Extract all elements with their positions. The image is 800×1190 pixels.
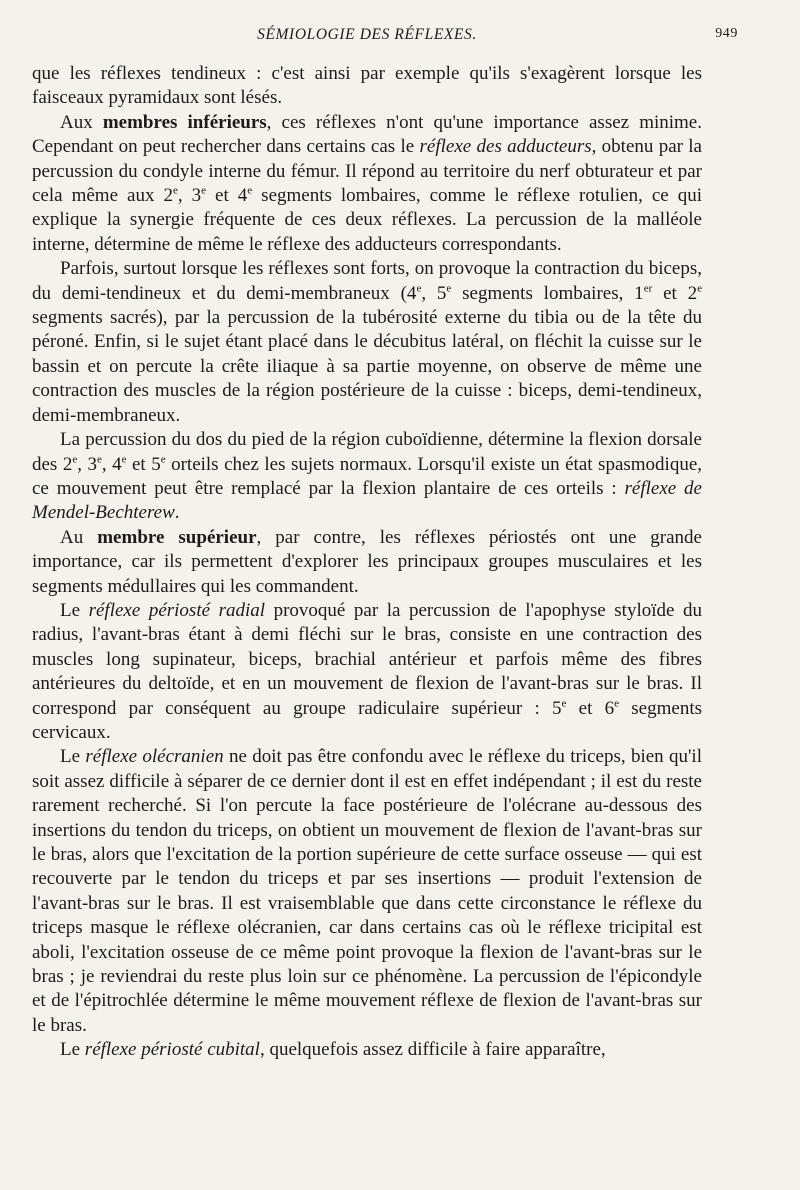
text: .: [174, 502, 180, 524]
paragraph-5: [32, 526, 702, 599]
superscript: e: [160, 453, 166, 466]
superscript: e: [96, 453, 102, 466]
text: Le: [60, 746, 86, 768]
italic-term: réflexe des adducteurs: [419, 136, 592, 158]
text: et 5: [126, 453, 161, 475]
superscript: e: [247, 184, 253, 197]
italic-term: réflexe de Mendel-Bechterew: [32, 477, 702, 524]
text: , 4: [101, 453, 122, 475]
text: Le: [60, 599, 89, 621]
bold-term: membre supérieur: [97, 526, 257, 548]
text: segments cervicaux.: [32, 697, 702, 743]
page-number: 949: [715, 26, 738, 41]
superscript: e: [416, 282, 422, 295]
text: et 2: [652, 282, 698, 304]
text: , 3: [177, 185, 202, 207]
paragraph-4: [32, 428, 702, 526]
page-body: [32, 62, 702, 1063]
text: , 5: [421, 282, 447, 304]
superscript: e: [446, 282, 452, 295]
text: Le: [60, 1039, 85, 1061]
text: , ces réflexes n'ont qu'une importance assez minime. Cependant on peut rechercher dans certains cas le: [32, 111, 702, 158]
superscript: e: [614, 697, 620, 710]
paragraph-1: [32, 62, 702, 111]
page-header: [32, 24, 738, 50]
text: La percussion du dos du pied de la région cuboïdienne, détermine la flexion dorsale des 2: [32, 429, 702, 475]
text: , par contre, les réflexes périostés ont une grande importance, car ils permettent d'explorer les principaux groupes musculaires et les segments médullaires qui les commandent.: [32, 526, 702, 597]
superscript: e: [72, 453, 78, 466]
italic-term: réflexe périosté cubital: [84, 1039, 260, 1061]
text: Au: [60, 526, 98, 548]
superscript: e: [172, 184, 178, 197]
text: et 4: [206, 185, 248, 207]
text: Aux: [60, 111, 103, 133]
italic-term: réflexe périosté radial: [88, 599, 266, 621]
text: et 6: [566, 697, 615, 719]
text: Parfois, surtout lorsque les réflexes sont forts, on provoque la contraction du biceps, du demi-tendineux et du demi-membraneux (4: [32, 258, 702, 304]
paragraph-8: [32, 1038, 702, 1062]
bold-term: membres inférieurs: [102, 111, 267, 133]
text: , 3: [77, 453, 97, 475]
text: segments lombaires, 1: [451, 282, 644, 304]
paragraph-7: [32, 745, 702, 1038]
running-title: SÉMIOLOGIE DES RÉFLEXES.: [257, 26, 477, 43]
paragraph-6: [32, 599, 702, 745]
text: ne doit pas être confondu avec le réflexe du triceps, bien qu'il soit assez difficile à séparer de ce dernier dont il est en effet indépendant ; il est du reste rarement recherché. Si l'on percute la face postérieure de l'olécrane au-dessous des insertions du tendon du triceps, on obtient un mouvement de flexion de l'avant-bras sur le bras, alors que l'excitation de la portion supérieure de cette surface osseuse — qui est recouverte par le tendon du triceps et par ses insertions — produit l'extension de l'avant-bras sur le bras. Il est vraisemblable que dans cette circonstance le réflexe du triceps masque le réflexe olécranien, car dans certains cas où le réflexe tricipital est aboli, l'excitation osseuse de ce même point provoque la flexion de l'avant-bras sur le bras ; je reviendrai du reste plus loin sur ce phénomène. La percussion de l'épicondyle et de l'épitrochlée détermine le même mouvement réflexe de flexion de l'avant-bras sur le bras.: [32, 746, 702, 1036]
superscript: e: [697, 282, 702, 295]
text: que les réflexes tendineux : c'est ainsi par exemple qu'ils s'exagèrent lorsque les faisceaux pyramidaux sont lésés.: [32, 63, 702, 109]
paragraph-2: [32, 111, 702, 257]
text: , obtenu par la percussion du condyle interne du fémur. Il répond au territoire du nerf obturateur et par cela même aux 2: [32, 136, 702, 207]
italic-term: réflexe olécranien: [85, 746, 224, 768]
superscript: e: [561, 697, 567, 710]
text: provoqué par la percussion de l'apophyse styloïde du radius, l'avant-bras étant à demi fléchi sur le bras, consiste en une contraction des muscles long supinateur, biceps, brachial antérieur et parfois même des fibres antérieures du deltoïde, et en un mouvement de flexion de l'avant-bras sur le bras. Il correspond par conséquent au groupe radiculaire supérieur : 5: [32, 599, 702, 719]
superscript: e: [121, 453, 127, 466]
superscript: e: [201, 184, 207, 197]
paragraph-3: [32, 257, 702, 428]
text: , quelquefois assez difficile à faire apparaître,: [259, 1039, 606, 1061]
text: segments sacrés), par la percussion de la tubérosité externe du tibia ou de la tête du péroné. Enfin, si le sujet étant placé dans le décubitus latéral, on fléchit la cuisse sur le bassin et on percute la crête iliaque à sa partie moyenne, on observe de même une contraction des muscles de la région postérieure de la cuisse : biceps, demi-tendineux, demi-membraneux.: [32, 307, 702, 426]
superscript: er: [643, 282, 653, 295]
text: orteils chez les sujets normaux. Lorsqu'il existe un état spasmodique, ce mouvement peut être remplacé par la flexion plantaire de ces orteils :: [32, 453, 703, 499]
text: segments lombaires, comme le réflexe rotulien, ce qui explique la synergie fréquente de ces deux réflexes. La percussion de la malléole interne, détermine de même le réflexe des adducteurs correspondants.: [32, 185, 703, 255]
